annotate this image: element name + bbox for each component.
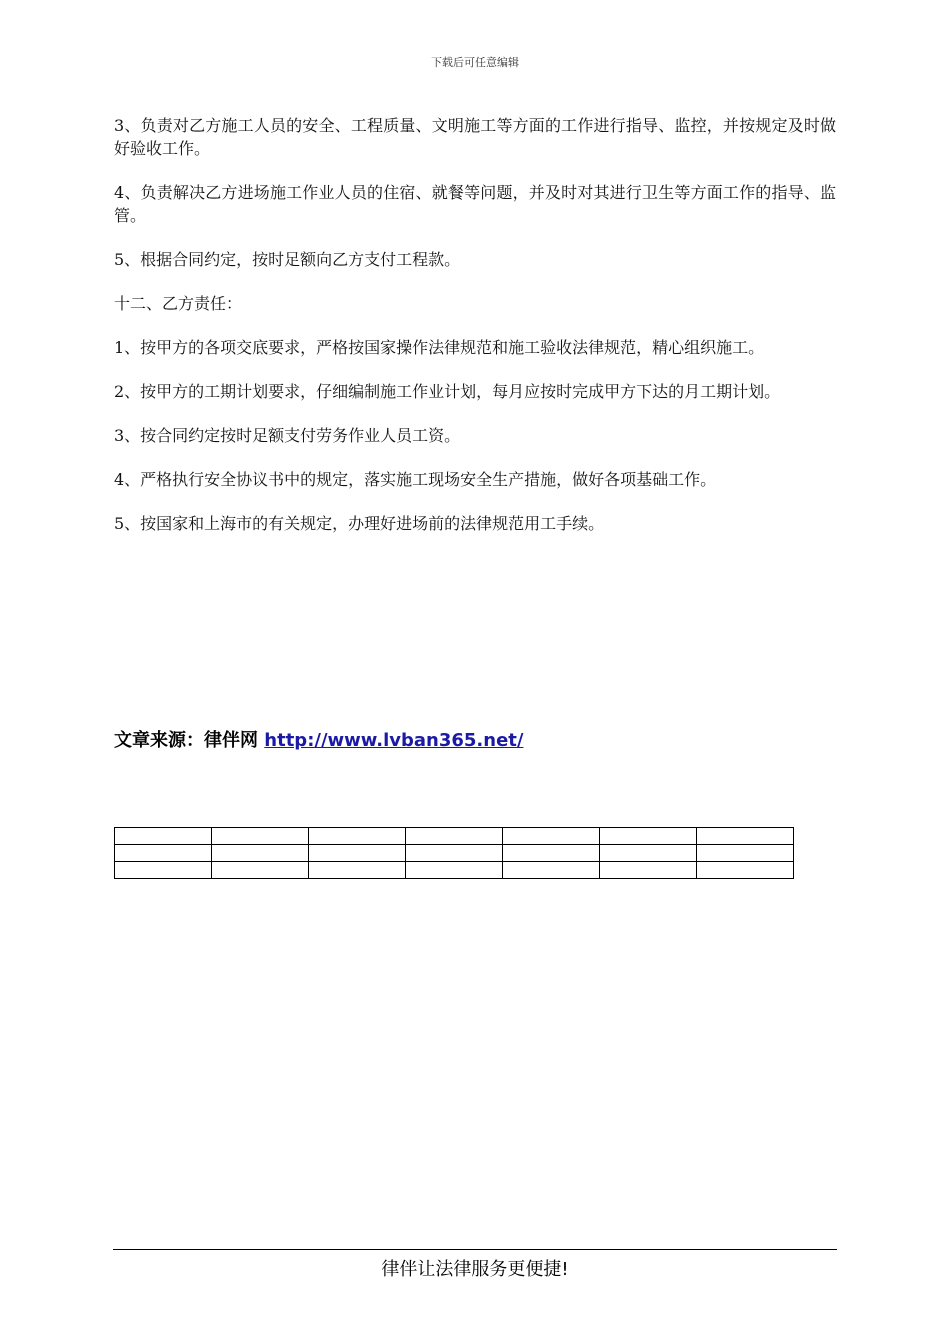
paragraph: 3、按合同约定按时足额支付劳务作业人员工资。 xyxy=(114,426,461,445)
table-cell xyxy=(212,828,309,845)
table-cell xyxy=(697,862,794,879)
paragraph: 5、按国家和上海市的有关规定，办理好进场前的法律规范用工手续。 xyxy=(114,514,605,533)
table-cell xyxy=(212,845,309,862)
footer-divider xyxy=(113,1249,837,1250)
table-row xyxy=(115,862,794,879)
table-cell xyxy=(115,828,212,845)
table-cell xyxy=(600,828,697,845)
table-cell xyxy=(406,845,503,862)
table-cell xyxy=(309,845,406,862)
table-cell xyxy=(503,845,600,862)
table-cell xyxy=(503,862,600,879)
table-cell xyxy=(115,862,212,879)
table-cell xyxy=(697,845,794,862)
table-cell xyxy=(503,828,600,845)
paragraph: 4、严格执行安全协议书中的规定，落实施工现场安全生产措施，做好各项基础工作。 xyxy=(114,470,717,489)
source-link[interactable]: http://www.lvban365.net/ xyxy=(264,730,524,751)
paragraph: 4、负责解决乙方进场施工作业人员的住宿、就餐等问题，并及时对其进行卫生等方面工作的指导、监管。 xyxy=(114,183,836,225)
paragraph: 2、按甲方的工期计划要求，仔细编制施工作业计划，每月应按时完成甲方下达的月工期计划。 xyxy=(114,382,781,401)
table-cell xyxy=(697,828,794,845)
table-cell xyxy=(212,862,309,879)
page-header: 下载后可任意编辑 xyxy=(431,56,519,69)
section-heading: 十二、乙方责任： xyxy=(114,294,243,313)
paragraph: 5、根据合同约定，按时足额向乙方支付工程款。 xyxy=(114,250,461,269)
blank-table xyxy=(114,827,794,879)
table-cell xyxy=(406,828,503,845)
table-row xyxy=(115,845,794,862)
article-source xyxy=(114,726,523,752)
table-cell xyxy=(115,845,212,862)
table-cell xyxy=(600,862,697,879)
source-label: 文章来源：律伴网 xyxy=(114,730,265,751)
table-cell xyxy=(406,862,503,879)
table-cell xyxy=(600,845,697,862)
document-body xyxy=(114,114,836,556)
paragraph: 1、按甲方的各项交底要求，严格按国家操作法律规范和施工验收法律规范，精心组织施工。 xyxy=(114,338,765,357)
footer-slogan: 律伴让法律服务更便捷! xyxy=(381,1259,569,1280)
table-row xyxy=(115,828,794,845)
table-cell xyxy=(309,828,406,845)
table-cell xyxy=(309,862,406,879)
paragraph: 3、负责对乙方施工人员的安全、工程质量、文明施工等方面的工作进行指导、监控，并按规定及时做好验收工作。 xyxy=(114,116,836,158)
